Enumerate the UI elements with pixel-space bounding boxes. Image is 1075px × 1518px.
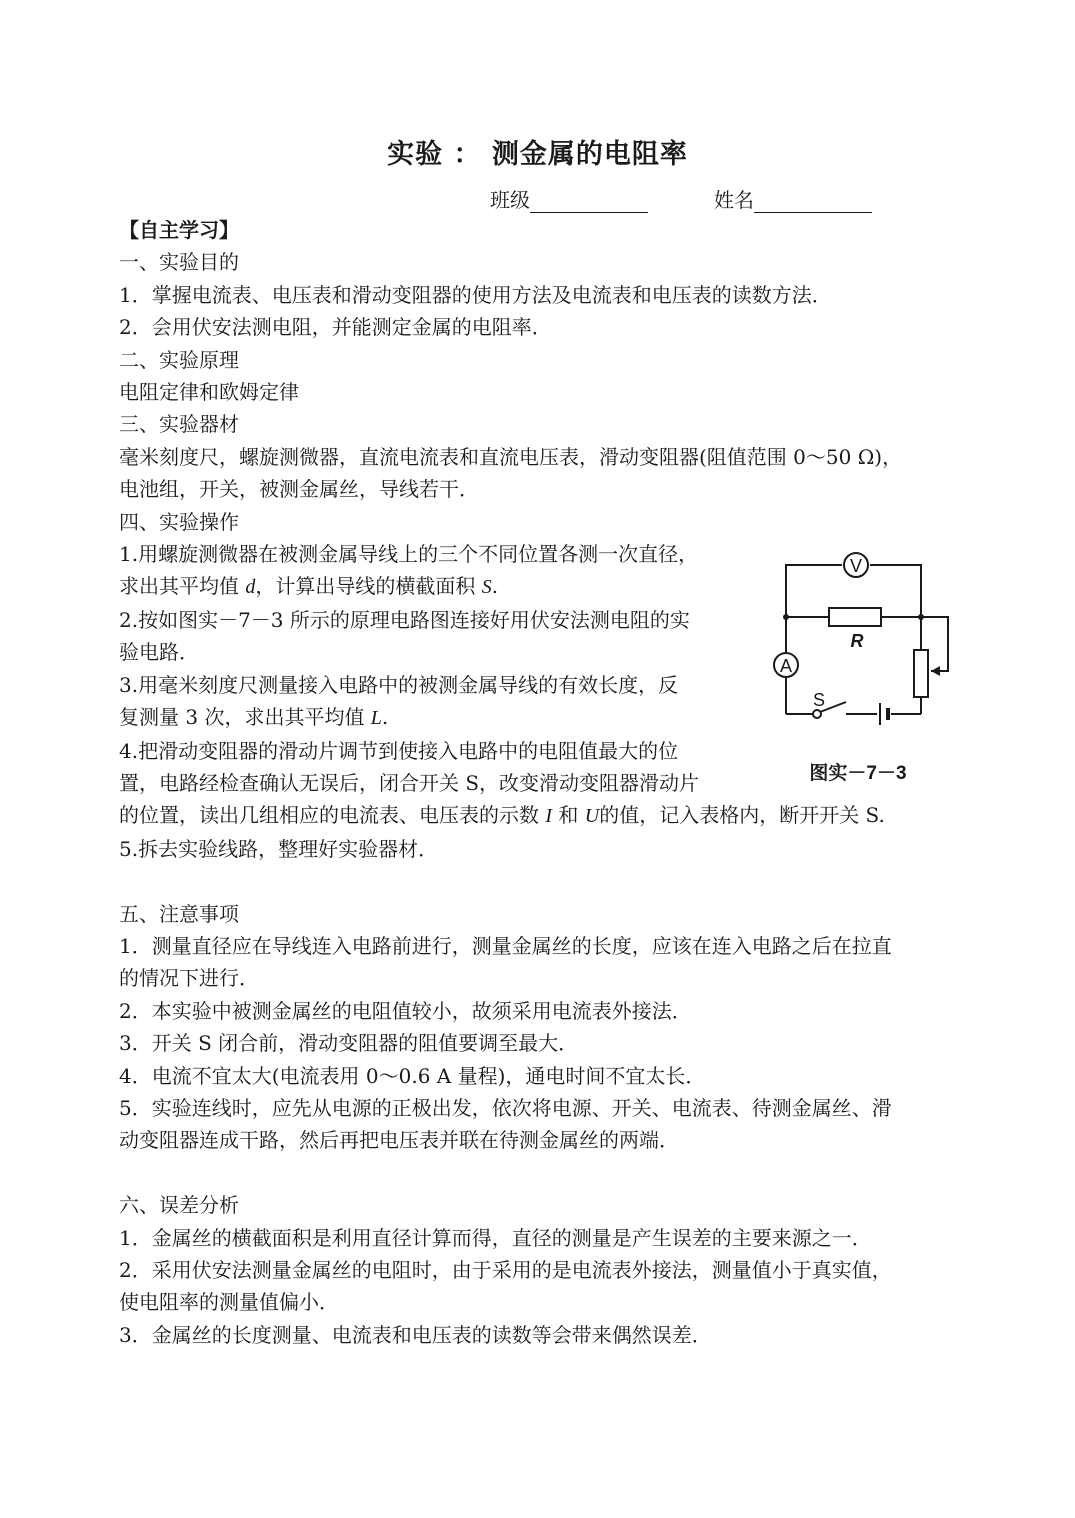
wire-top-left (786, 565, 842, 617)
procedure-step-2b: 验电路． (119, 640, 199, 665)
note-item-4: 4．电流不宜太大(电流表用 0～0.6 A 量程)，通电时间不宜太长． (119, 1063, 706, 1088)
note-item-5b: 动变阻器连成干路，然后再把电压表并联在待测金属丝的两端． (119, 1128, 679, 1153)
section-purpose-heading: 一、实验目的 (119, 250, 239, 275)
procedure-step-1a: 1.用螺旋测微器在被测金属导线上的三个不同位置各测一次直径， (119, 542, 699, 567)
var-d: d (245, 576, 256, 599)
switch-contact (813, 710, 821, 718)
figure-caption: 图实－7－3 (809, 763, 907, 784)
error-item-2a: 2．采用伏安法测量金属丝的电阻时，由于采用的是电流表外接法，测量值小于真实值， (119, 1257, 892, 1282)
procedure-step-3a: 3.用毫米刻度尺测量接入电路中的被测金属导线的有效长度，反 (119, 672, 679, 697)
section-procedure-heading: 四、实验操作 (119, 509, 239, 534)
procedure-step-4c (119, 799, 969, 832)
principle-text: 电阻定律和欧姆定律 (119, 380, 299, 405)
purpose-item-1: 1．掌握电流表、电压表和滑动变阻器的使用方法及电流表和电压表的读数方法． (119, 282, 832, 307)
error-item-1: 1．金属丝的横截面积是利用直径计算而得，直径的测量是产生误差的主要来源之一． (119, 1225, 872, 1250)
var-i: I (545, 805, 553, 828)
procedure-step-4a: 4.把滑动变阻器的滑动片调节到使接入电路中的电阻值最大的位 (119, 738, 679, 763)
step1-text-mid: ，计算出导线的横截面积 (255, 574, 482, 599)
step1-text-post: . (491, 574, 499, 599)
slider-arrow-icon (931, 666, 940, 676)
voltmeter-label: V (849, 556, 863, 576)
circuit-diagram (770, 545, 965, 790)
equipment-text-1: 毫米刻度尺，螺旋测微器，直流电流表和直流电压表，滑动变阻器(阻值范围 0～50 Ω)， (119, 444, 903, 469)
note-item-1b: 的情况下进行． (119, 966, 259, 991)
note-item-3: 3．开关 S 闭合前，滑动变阻器的阻值要调至最大． (119, 1031, 579, 1056)
section-equipment-heading: 三、实验器材 (119, 412, 239, 437)
var-l: L (370, 707, 382, 730)
spacer (119, 1157, 969, 1189)
rheostat-slider-wire (921, 617, 948, 671)
junction-right (918, 614, 924, 620)
junction-left (783, 614, 789, 620)
note-item-1a: 1．测量直径应在导线连入电路前进行，测量金属丝的长度，应该在连入电路之后在拉直 (119, 933, 892, 958)
ammeter-label: A (779, 656, 793, 676)
step3-text-post: . (381, 705, 389, 730)
purpose-item-2: 2．会用伏安法测电阻，并能测定金属的电阻率． (119, 315, 552, 340)
note-item-2: 2．本实验中被测金属丝的电阻值较小，故须采用电流表外接法． (119, 998, 692, 1023)
var-s: S (481, 576, 492, 599)
procedure-step-5: 5.拆去实验线路，整理好实验器材． (119, 836, 439, 861)
rheostat (914, 650, 928, 697)
class-label: 班级 (490, 188, 530, 212)
procedure-step-4b: 置，电路经检查确认无误后，闭合开关 S，改变滑动变阻器滑动片 (119, 770, 700, 795)
step1-text-pre: 求出其平均值 (119, 574, 246, 599)
resistor-r (829, 608, 881, 626)
error-item-2b: 使电阻率的测量值偏小． (119, 1290, 339, 1315)
student-info-fields (490, 184, 938, 213)
step4-text-mid: 和 (552, 803, 585, 828)
step3-text-pre: 复测量 3 次，求出其平均值 (119, 705, 371, 730)
equipment-text-2: 电池组，开关，被测金属丝，导线若干． (119, 477, 479, 502)
section-notes-heading: 五、注意事项 (119, 901, 239, 926)
name-label: 姓名 (714, 188, 754, 212)
switch-label: S (812, 690, 826, 710)
page-title: 实验 ： 测金属的电阻率 (387, 139, 688, 170)
error-item-3: 3．金属丝的长度测量、电流表和电压表的读数等会带来偶然误差． (119, 1322, 712, 1347)
class-blank[interactable] (530, 190, 648, 213)
resistor-label: R (850, 631, 864, 651)
spacer (119, 865, 969, 897)
section-principle-heading: 二、实验原理 (119, 347, 239, 372)
self-study-header: 【自主学习】 (119, 218, 239, 242)
var-u: U (584, 805, 600, 828)
note-item-5a: 5．实验连线时，应先从电源的正极出发，依次将电源、开关、电流表、待测金属丝、滑 (119, 1095, 892, 1120)
wire-top-right (870, 565, 921, 617)
step4-text-pre: 的位置，读出几组相应的电流表、电压表的示数 (119, 803, 546, 828)
procedure-step-2a: 2.按如图实－7－3 所示的原理电路图连接好用伏安法测电阻的实 (119, 607, 690, 632)
step4-text-post: 的值，记入表格内，断开开关 S. (599, 803, 885, 828)
section-error-heading: 六、误差分析 (119, 1193, 239, 1218)
name-blank[interactable] (754, 190, 872, 213)
